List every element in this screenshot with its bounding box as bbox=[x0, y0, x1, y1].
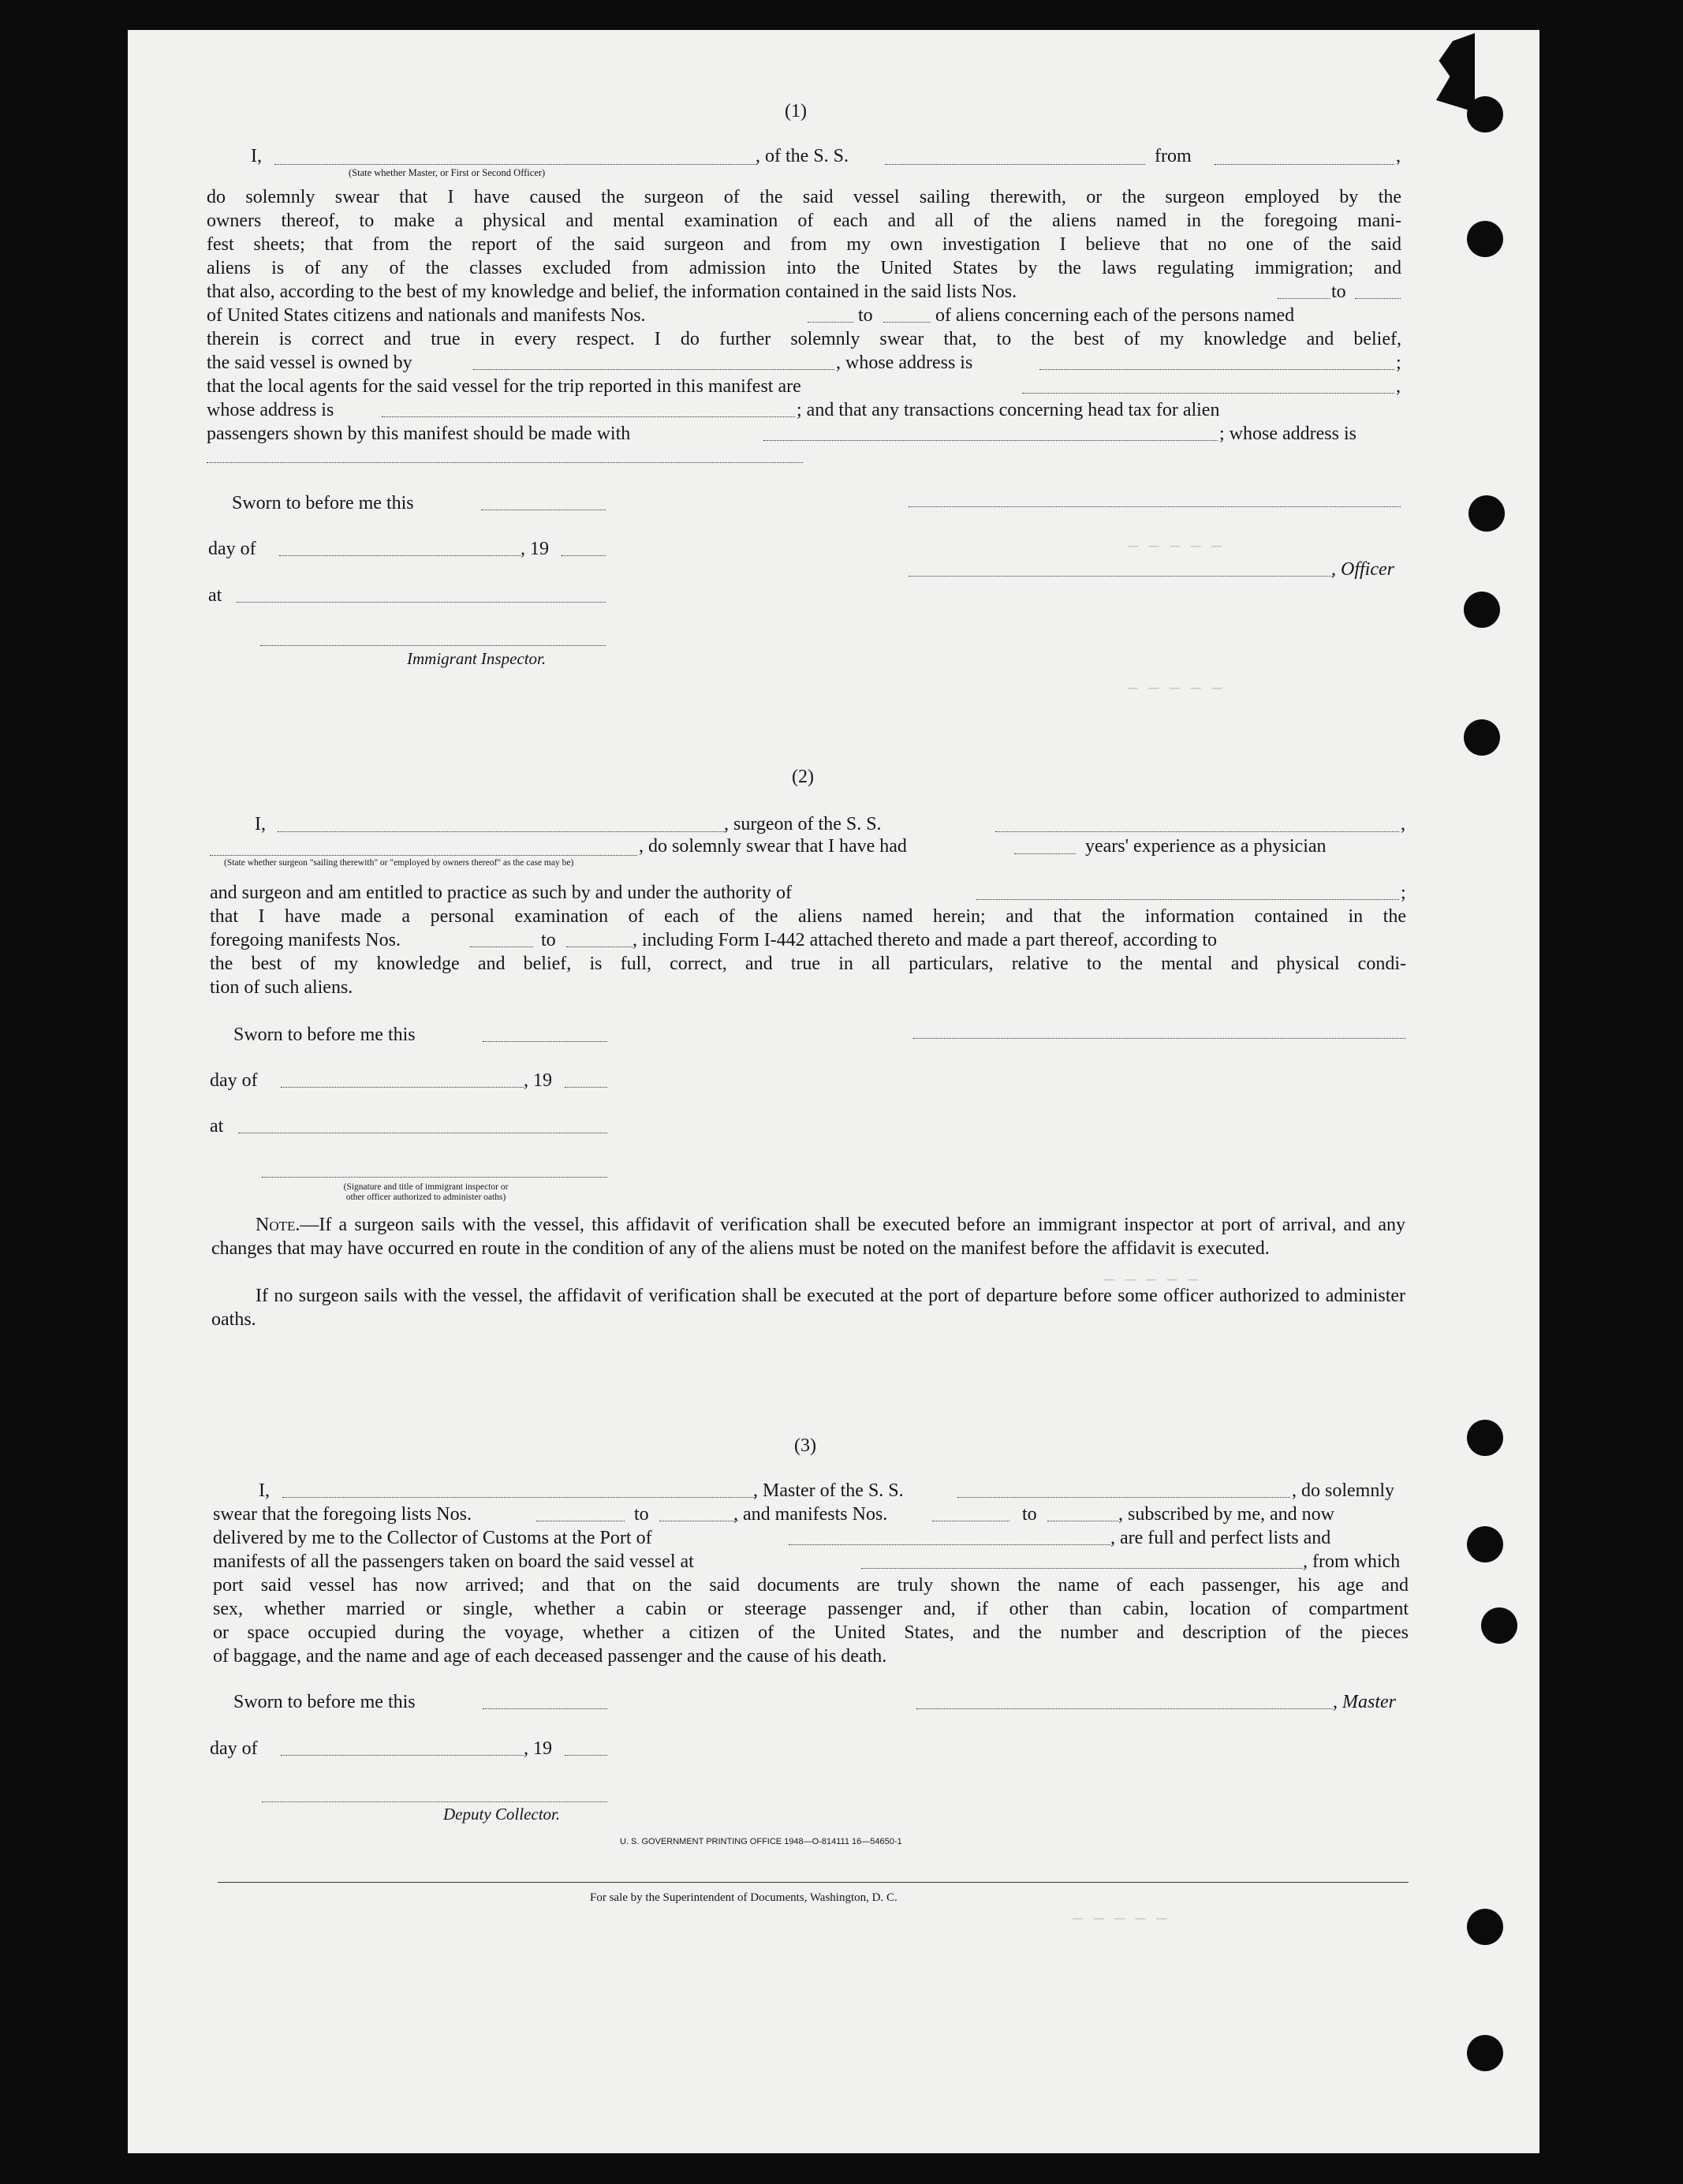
s1-officer-label: , Officer bbox=[1331, 559, 1394, 580]
s1-line-6c: of aliens concerning each of the persons named bbox=[935, 305, 1295, 326]
s1-line-5a: that also, according to the best of my knowledge and belief, the information contained in the said lists Nos. bbox=[207, 282, 1017, 302]
note-text: —If a surgeon sails with the vessel, this affidavit of verification shall be executed before an immigrant inspector at port of arrival, and any changes that may have occurred en route in the condition of any of the aliens must be noted on the manifest before the affidavit is executed. bbox=[211, 1215, 1405, 1259]
s2-line-3a: and surgeon and am entitled to practice as such by and under the authority of bbox=[210, 883, 792, 903]
s1-line-10b: ; and that any transactions concerning head tax for alien bbox=[797, 400, 1220, 420]
s2-manifest-to-line bbox=[566, 946, 633, 947]
s3-line-6: sex, whether married or single, whether a cabin or steerage passenger and, if other than cabin, location of compartment bbox=[213, 1599, 1409, 1619]
section-1-number: (1) bbox=[785, 101, 807, 121]
s2-note-paragraph-1 bbox=[211, 1213, 1405, 1260]
s3-line-2c: , and manifests Nos. bbox=[733, 1504, 888, 1525]
s2-line-2a: , do solemnly swear that I have had bbox=[639, 836, 907, 857]
s1-day-of: day of bbox=[208, 539, 256, 559]
s3-line-8: of baggage, and the name and age of each deceased passenger and the cause of his death. bbox=[213, 1646, 887, 1667]
section-3-number: (3) bbox=[794, 1435, 816, 1456]
s1-lists-from-line bbox=[1278, 298, 1330, 299]
s1-headtax-address-line bbox=[207, 462, 803, 463]
s3-sworn: Sworn to before me this bbox=[233, 1692, 416, 1712]
s1-year-line bbox=[562, 555, 606, 556]
s3-master-label: , Master bbox=[1333, 1692, 1396, 1712]
s2-line-5b: to bbox=[541, 930, 556, 950]
s1-at-line bbox=[237, 602, 606, 603]
s3-line-2b: to bbox=[634, 1504, 649, 1525]
s2-sworn-line bbox=[483, 1041, 607, 1042]
s1-vessel-line bbox=[885, 164, 1145, 165]
s3-name-line bbox=[282, 1497, 756, 1498]
s1-line-10a: whose address is bbox=[207, 400, 334, 420]
s2-sig-caption-1: (Signature and title of immigrant inspector or bbox=[343, 1182, 509, 1192]
s3-line-2a: swear that the foregoing lists Nos. bbox=[213, 1504, 472, 1525]
footer-rule bbox=[218, 1882, 1409, 1883]
s1-manifest-from-line bbox=[808, 322, 853, 323]
s1-of-ss: , of the S. S. bbox=[756, 146, 849, 166]
s2-line-2b: years' experience as a physician bbox=[1085, 836, 1327, 857]
s1-line-8b: , whose address is bbox=[836, 353, 973, 373]
s2-line-4: that I have made a personal examination of each of the aliens named herein; and that the information contained in the bbox=[210, 906, 1406, 927]
s1-owner-line bbox=[473, 369, 834, 370]
s3-day-line bbox=[281, 1755, 524, 1756]
s1-line-5b: to bbox=[1331, 282, 1346, 302]
s3-i: I, bbox=[259, 1480, 270, 1501]
s3-port-line bbox=[789, 1544, 1110, 1545]
s2-at: at bbox=[210, 1116, 224, 1137]
s3-line-7: or space occupied during the voyage, whether a citizen of the United States, and the number and description of the pieces bbox=[213, 1622, 1409, 1643]
s1-sworn: Sworn to before me this bbox=[232, 493, 414, 513]
s1-line-4: aliens is of any of the classes excluded from admission into the United States by the laws regulating immigration; and bbox=[207, 258, 1401, 278]
bleed-through-texture: — — — — — bbox=[1104, 1270, 1199, 1290]
s1-inspector-line bbox=[260, 645, 606, 646]
s2-years-line bbox=[1014, 853, 1076, 854]
s1-at: at bbox=[208, 585, 222, 606]
s1-line-1: do solemnly swear that I have caused the surgeon of the said vessel sailing therewith, or the surgeon employed by the bbox=[207, 187, 1401, 207]
s2-comma: , bbox=[1401, 814, 1405, 834]
s3-sworn-line bbox=[483, 1708, 607, 1709]
s2-line-5a: foregoing manifests Nos. bbox=[210, 930, 401, 950]
s1-officer-line bbox=[909, 576, 1333, 577]
s2-line-6: the best of my knowledge and belief, is full, correct, and true in all particulars, relative to the mental and physical condi- bbox=[210, 954, 1406, 974]
s1-line-9a: that the local agents for the said vessel for the trip reported in this manifest are bbox=[207, 376, 801, 397]
s2-manifest-from-line bbox=[470, 946, 533, 947]
s1-line-11a: passengers shown by this manifest should be made with bbox=[207, 424, 631, 444]
s1-name-line bbox=[274, 164, 757, 165]
s3-line-3b: , are full and perfect lists and bbox=[1110, 1528, 1331, 1548]
s2-day-line bbox=[281, 1087, 524, 1088]
s2-line-7: tion of such aliens. bbox=[210, 977, 353, 998]
s1-owner-address-line bbox=[1039, 369, 1394, 370]
s3-line-4b: , from which bbox=[1303, 1551, 1401, 1572]
s2-line-3b: ; bbox=[1401, 883, 1406, 903]
s1-line-8a: the said vessel is owned by bbox=[207, 353, 412, 373]
s1-line-2: owners thereof, to make a physical and mental examination of each and all of the aliens named in the foregoing mani- bbox=[207, 211, 1401, 231]
s1-nineteen: , 19 bbox=[521, 539, 549, 559]
s3-line-5: port said vessel has now arrived; and that on the said documents are truly shown the name of each passenger, his age and bbox=[213, 1575, 1409, 1596]
s1-line-11b: ; whose address is bbox=[1219, 424, 1356, 444]
s1-line-6a: of United States citizens and nationals and manifests Nos. bbox=[207, 305, 646, 326]
s2-sworn: Sworn to before me this bbox=[233, 1025, 416, 1045]
s1-line-8c: ; bbox=[1396, 353, 1401, 373]
s1-manifest-to-line bbox=[883, 322, 931, 323]
s3-day-of: day of bbox=[210, 1738, 258, 1759]
s1-inspector-label: Immigrant Inspector. bbox=[407, 649, 547, 668]
bleed-through-texture: — — — — — bbox=[1073, 1909, 1167, 1928]
s3-line-3a: delivered by me to the Collector of Customs at the Port of bbox=[213, 1528, 652, 1548]
s3-year-line bbox=[565, 1755, 607, 1756]
s2-name-line bbox=[278, 831, 726, 832]
s1-subcaption: (State whether Master, or First or Second Officer) bbox=[349, 167, 546, 178]
s3-do-solemnly: , do solemnly bbox=[1292, 1480, 1394, 1501]
s3-embark-line bbox=[861, 1568, 1303, 1569]
s2-sig-caption-2: other officer authorized to administer oaths) bbox=[345, 1193, 506, 1202]
s2-capacity-line bbox=[210, 855, 637, 856]
s3-line-2d: to bbox=[1022, 1504, 1037, 1525]
s3-nineteen: , 19 bbox=[524, 1738, 552, 1759]
s2-note-paragraph-2: If no surgeon sails with the vessel, the affidavit of verification shall be executed at the port of departure before some officer authorized to administer oaths. bbox=[211, 1286, 1405, 1330]
s1-lists-to-line bbox=[1355, 298, 1401, 299]
s1-from-line bbox=[1215, 164, 1394, 165]
s1-line-3: fest sheets; that from the report of the said surgeon and from my own investigation I believe that no one of the said bbox=[207, 234, 1401, 255]
s1-i: I, bbox=[251, 146, 262, 166]
s3-deputy-label: Deputy Collector. bbox=[443, 1805, 561, 1824]
s1-from: from bbox=[1155, 146, 1192, 166]
s3-line-2e: , subscribed by me, and now bbox=[1118, 1504, 1334, 1525]
s2-subcaption: (State whether surgeon "sailing therewith" or "employed by owners thereof" as the case may be) bbox=[224, 858, 574, 868]
s3-master-of: , Master of the S. S. bbox=[753, 1480, 904, 1501]
bleed-through-texture: — — — — — bbox=[1128, 536, 1222, 556]
s2-day-of: day of bbox=[210, 1070, 258, 1091]
s1-agents-line bbox=[1022, 393, 1394, 394]
bleed-through-texture: — — — — — bbox=[1128, 678, 1222, 698]
s1-headtax-line bbox=[763, 440, 1218, 441]
section-2-number: (2) bbox=[792, 767, 814, 787]
s2-vessel-line bbox=[995, 831, 1399, 832]
s2-authority-line bbox=[976, 899, 1399, 900]
s1-line-6b: to bbox=[858, 305, 873, 326]
s3-master-signature-line bbox=[916, 1708, 1333, 1709]
s1-signature-line bbox=[909, 506, 1401, 507]
sale-notice: For sale by the Superintendent of Documents, Washington, D. C. bbox=[590, 1891, 897, 1904]
s2-officer-line bbox=[262, 1177, 607, 1178]
gpo-imprint: U. S. GOVERNMENT PRINTING OFFICE 1948—O-814111 16—54650-1 bbox=[620, 1837, 902, 1846]
s1-line-7: therein is correct and true in every respect. I do further solemnly swear that, to the best of my knowledge and belief, bbox=[207, 329, 1401, 349]
s2-nineteen: , 19 bbox=[524, 1070, 552, 1091]
s1-agents-address-line bbox=[382, 416, 795, 417]
s2-line-5c: , including Form I-442 attached thereto and made a part thereof, according to bbox=[633, 930, 1218, 950]
s1-line-9b: , bbox=[1396, 376, 1401, 397]
s2-year-line bbox=[565, 1087, 607, 1088]
s1-day-line bbox=[279, 555, 521, 556]
s2-surgeon-of: , surgeon of the S. S. bbox=[724, 814, 882, 834]
s3-vessel-line bbox=[957, 1497, 1290, 1498]
note-label: Note. bbox=[256, 1215, 300, 1235]
s2-signature-line bbox=[913, 1038, 1405, 1039]
s1-comma: , bbox=[1396, 146, 1401, 166]
s3-line-4a: manifests of all the passengers taken on board the said vessel at bbox=[213, 1551, 694, 1572]
s2-i: I, bbox=[255, 814, 266, 834]
